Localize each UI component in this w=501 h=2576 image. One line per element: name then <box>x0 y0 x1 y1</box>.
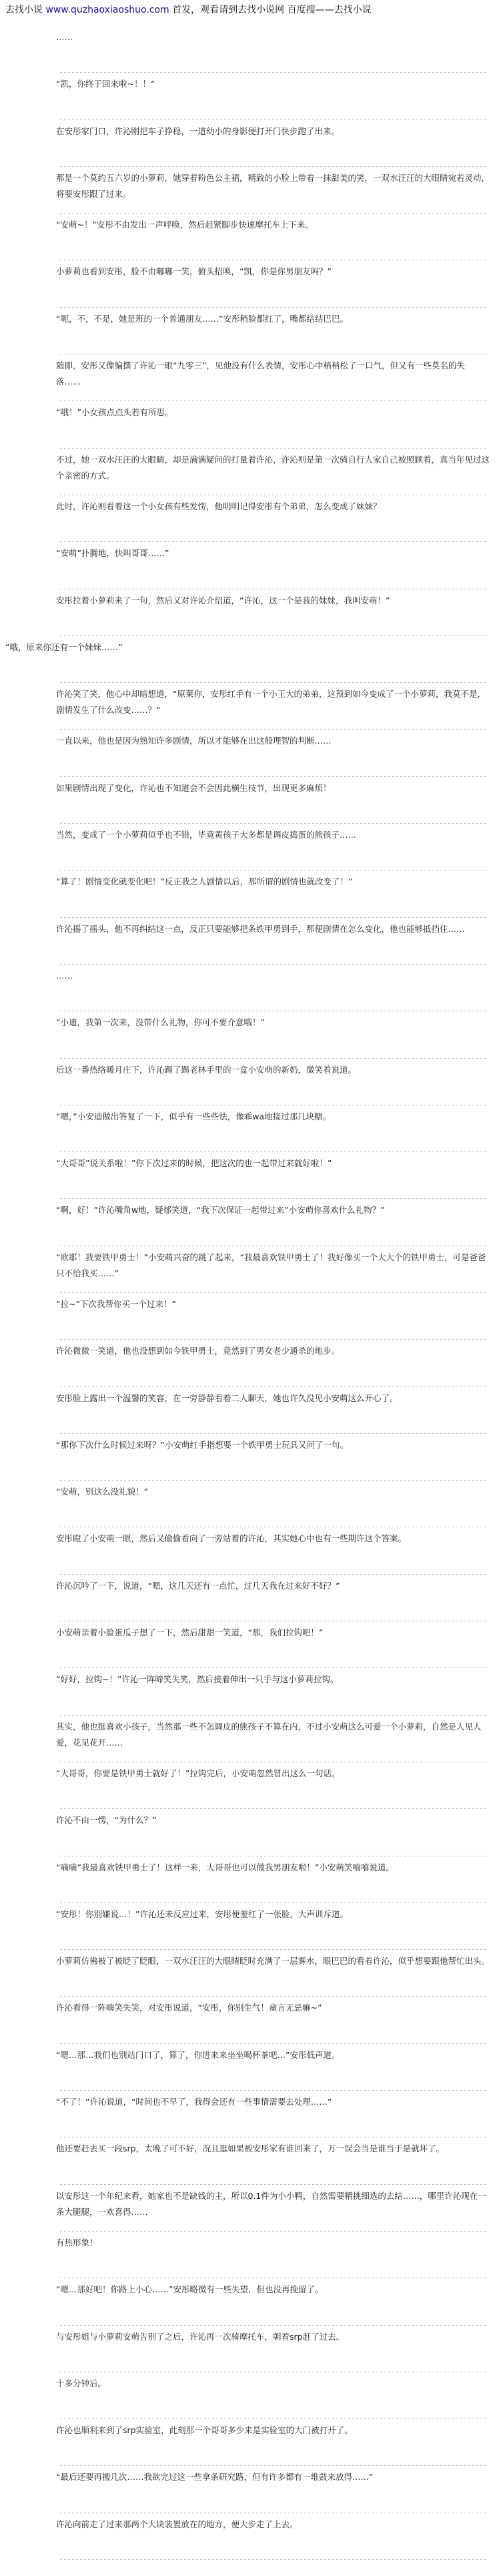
header-prefix: 去找小说 <box>5 5 46 15</box>
story-paragraph: “大哥哥”说关系啦！”你下次过来的时候，把这次的也一起带过来就好啦！” <box>56 1158 332 1169</box>
story-paragraph: 许沁看得一阵嗨笑失笑，对安彤说道，“安彤，你别生气！童言无忌嘛~” <box>56 2003 322 2013</box>
paragraph-divider <box>60 448 487 449</box>
story-paragraph: …… <box>56 970 73 981</box>
paragraph-divider <box>60 729 487 730</box>
story-paragraph: “安萌”扑腾地，快叫哥哥……” <box>56 548 169 559</box>
paragraph-divider <box>60 823 487 824</box>
story-paragraph: 在安彤家门口，许沁刚把车子挣稳，一道幼小的身影便打开门快步跑了出来。 <box>56 125 340 136</box>
paragraph-divider <box>60 1996 487 1997</box>
paragraph-divider <box>60 1480 487 1481</box>
paragraph-divider <box>60 166 487 167</box>
story-paragraph: 以安彤这一个年纪来看，她家也不是缺钱的主，所以0.1件为小小鸭，自然需要精挑细选的去结……，哪里许沁现在一条大腿腿，一欢喜得…… <box>56 2190 486 2217</box>
story-paragraph: 其实，他也挺喜欢小孩子，当然那一些不怎调皮的熊孩子不算在内，不过小安萌这么可爱一个小萝莉，自然是人见人爱，花见花开…… <box>56 1721 482 1748</box>
paragraph-divider <box>60 1949 487 1950</box>
paragraph-divider <box>60 72 487 73</box>
paragraph-divider <box>60 635 487 636</box>
story-paragraph: 十多分钟后。 <box>56 2378 107 2388</box>
story-paragraph: 安彤拉着小萝莉来了一句，然后又对许沁介绍道，“许沁，这一个是我的妹妹，我叫安萌！” <box>56 595 390 605</box>
story-paragraph: 如果剧情出现了变化，许沁也不知道会不会因此横生枝节，出现更多麻烦！ <box>56 782 332 793</box>
story-paragraph: 有热形象！ <box>56 2237 98 2248</box>
story-paragraph: “不了！”许沁说道，“时间也不早了，我得会还有一些事情需要去处理……” <box>56 2097 332 2107</box>
story-paragraph: 许沁也顺利来到了srp实验室，此刻那一个哥哥多少来是实验室的大门被打开了。 <box>56 2425 353 2436</box>
paragraph-divider <box>60 917 487 918</box>
paragraph-divider <box>60 1715 487 1716</box>
paragraph-divider <box>60 1808 487 1809</box>
paragraph-divider <box>60 307 487 308</box>
paragraph-divider <box>60 1292 487 1293</box>
paragraph-divider <box>60 1574 487 1575</box>
story-paragraph: 与安彤姐与小萝莉安萌告别了之后，许沁再一次骑摩托车，朝着srp赶了过去。 <box>56 2331 345 2342</box>
story-paragraph: “嗯…那…我们也别站门口了，算了，你进来来坐坐喝杯茶吧…”安彤低声道。 <box>56 2049 340 2060</box>
story-paragraph: 当然，变成了一个小萝莉似乎也不错，毕竟黄孩子大多都是调皮捣蛋的熊孩子…… <box>56 830 357 840</box>
story-paragraph: 许沁微微一笑道，他也没想到如今铁甲勇士，竟然到了男女老少通杀的地步。 <box>56 1346 340 1356</box>
story-paragraph: “哦，原来你还有一个妹妹……” <box>5 641 123 652</box>
paragraph-divider <box>60 1386 487 1387</box>
story-paragraph: 小萝莉仿佛被了被眨了眨眼，一双水汪汪的大眼睛眨时充满了一层雾水，眼巴巴的看着许沁，似乎想要跟他帮忙出头。 <box>56 1956 490 1967</box>
paragraph-divider <box>60 964 487 965</box>
paragraph-divider <box>60 2090 487 2091</box>
paragraph-divider <box>60 2559 487 2560</box>
story-paragraph: 他还要赶去买一段srp，太晚了可不好，况且逛如果被安彤家有谁回来了，万一误会当是谁当于是就坏了。 <box>56 2143 445 2154</box>
paragraph-divider <box>60 213 487 214</box>
paragraph-divider <box>60 119 487 120</box>
paragraph-divider <box>60 2043 487 2044</box>
story-paragraph: 那是一个莫约五六岁的小萝莉，她穿着粉色公主裙，精致的小脸上带着一抹甜美的笑，一双水汪汪的大眼睛宛若灵动，将要安彤跟了过来。 <box>56 172 490 199</box>
story-paragraph: 许沁沉吟了一下，说道，“嗯，这几天还有一点忙，过几天我在过来好不好？” <box>56 1580 340 1591</box>
paragraph-divider <box>60 1151 487 1152</box>
story-paragraph: 一直以来，他也是因为熟知许多剧情，所以才能够在出这般理智的判断…… <box>56 736 332 746</box>
story-paragraph: 后这一番热络暖月庄下，许沁踢了踢老林手里的一盒小安萌的新奶，微笑着说道。 <box>56 1064 357 1075</box>
paragraph-divider <box>60 682 487 683</box>
paragraph-divider <box>60 2465 487 2466</box>
story-paragraph: “嗯，”小安迪做出答复了一下，似乎有一些些怯，像乖wa地接过那几块糖。 <box>56 1111 332 1121</box>
story-paragraph: 许沁摇了摇头，他不再纠结这一点，反正只要能够把条铁甲勇到手，那便剧情在怎么变化，他也能够抵挡住…… <box>56 923 465 934</box>
header-suffix: 首发，观看请到去找小说网 百度搜——去找小说 <box>169 5 372 15</box>
paragraph-divider <box>60 1433 487 1434</box>
story-paragraph: “欧耶！我要铁甲勇士！”小安萌兴奋的跳了起来，“我最喜欢铁甲勇士了！我好像买一个大大个的铁甲勇士，可是爸爸只不给我买……” <box>56 1252 486 1278</box>
paragraph-divider <box>60 1902 487 1903</box>
story-paragraph: “拉~”下次我帮你买一个过来！” <box>56 1299 176 1309</box>
paragraph-divider <box>60 1339 487 1340</box>
paragraph-divider <box>60 1198 487 1199</box>
story-paragraph: 不过，她一双水汪汪的大眼睛，却是满满疑问的打量着许沁，许沁则是第一次骑自行人家自己被照顾着，真当年见过这个亲密的方式。 <box>56 454 490 481</box>
paragraph-divider <box>60 541 487 542</box>
story-paragraph: “嗯…那好吧！你路上小心……”安彤略微有一些失望，但也没再挽留了。 <box>56 2284 324 2295</box>
story-paragraph: “哦！”小女孩点点头若有所思。 <box>56 407 173 418</box>
story-paragraph: “小迪，我第一次来，没带什么礼物，你可不要介意哦！” <box>56 1017 265 1028</box>
story-paragraph: 安彤脸上露出一个温馨的笑容，在一旁静静看着二人聊天，她也许久没见小安萌这么开心了。 <box>56 1392 398 1403</box>
story-paragraph: “呃，不，不是，她是班的一个普通朋友……”安彤稍脸都红了，嘴都结结巴巴。 <box>56 313 348 324</box>
story-paragraph: 许沁向前走了过来那两个大块装置放在的地方，便大步走了上去。 <box>56 2519 298 2529</box>
story-paragraph: “好好，拉钩~！”许沁一阵啼笑失笑，然后接着伸出一只手与这小萝莉拉钩。 <box>56 1674 339 1685</box>
paragraph-divider <box>60 2418 487 2419</box>
story-paragraph: 随即，安彤又像编撰了许沁一眼“九零三”，见他没有什么表情，安彤心中稍稍松了一口气，但又有一些莫名的失落…… <box>56 360 465 387</box>
story-paragraph: 此时，许沁则看着这一个小女孩有些发愣，他明明记得安彤有个弟弟，怎么变成了妹妹？ <box>56 501 382 511</box>
site-url-link[interactable]: www.quzhaoxiaoshuo.com <box>45 5 169 15</box>
story-paragraph: 小安萌亲着小脸蛋瓜子想了一下，然后甜甜一笑道，“那，我们拉钩吧！” <box>56 1627 324 1638</box>
paragraph-divider <box>60 1667 487 1668</box>
story-paragraph: “安萌~！”安彤不由发出一声呼唤，然后赶紧脚步快速摩托车上下来。 <box>56 220 314 230</box>
story-paragraph: “安萌，别这么没礼貌！” <box>56 1487 148 1497</box>
site-header <box>5 4 496 16</box>
paragraph-divider <box>60 2231 487 2232</box>
story-paragraph: 小萝莉也看到安彤，脸不由嘟嘟一笑，俯头招唤，“凯，你是你男朋友吗？” <box>56 266 332 277</box>
paragraph-divider <box>60 2325 487 2326</box>
story-paragraph: “嘀嘀”我最喜欢铁甲勇士了！这样一来，大哥哥也可以做我男朋友啦！”小安萌笑嘻嘻说道。 <box>56 1862 394 1872</box>
story-paragraph: “凯，你终于回来啦~！！” <box>56 79 155 89</box>
story-paragraph: “那你下次什么时候过来呀？”小安萌红手指想要一个铁甲勇士玩具又问了一句。 <box>56 1439 348 1450</box>
paragraph-divider <box>60 2184 487 2185</box>
story-paragraph: 安彤瞪了小安萌一眼，然后又偷偷看向了一旁站着的许沁，其实她心中也有一些期许这个答案。 <box>56 1533 407 1544</box>
story-paragraph: “大哥哥，你要是铁甲勇士就好了！”拉钩完后，小安萌忽然冒出这么一句话。 <box>56 1768 340 1778</box>
paragraph-divider <box>60 776 487 777</box>
story-paragraph: …… <box>56 32 73 42</box>
story-paragraph: “最后还要再搬几次……我欲完过这一些拿条研究路，但有许多都有一堆鼓来放得……” <box>56 2472 374 2483</box>
story-paragraph: 许沁笑了笑，他心中却暗想道，“原莱你，安彤红手有一个小王大的弟弟，这预到如今变成了一个小萝莉，我莫不是，剧情发生了什么改变……？” <box>56 689 486 716</box>
story-paragraph: “算了！剧情变化就变化吧！”反正我之人剧情以后，那所谓的剧情也就改变了！” <box>56 876 353 887</box>
story-paragraph: “安彤！你别嫌说…！”许沁还未反应过来，安彤便羞红了一张脸，大声训斥道。 <box>56 1908 348 1919</box>
story-paragraph: 许沁不由一愣，“为什么？” <box>56 1815 157 1826</box>
story-paragraph: “啊，好！”许沁嘴角w地，疑郁笑道，“我下次保证一起带过来”小安萌你喜欢什么礼物？” <box>56 1205 385 1216</box>
paragraph-divider <box>60 1058 487 1059</box>
